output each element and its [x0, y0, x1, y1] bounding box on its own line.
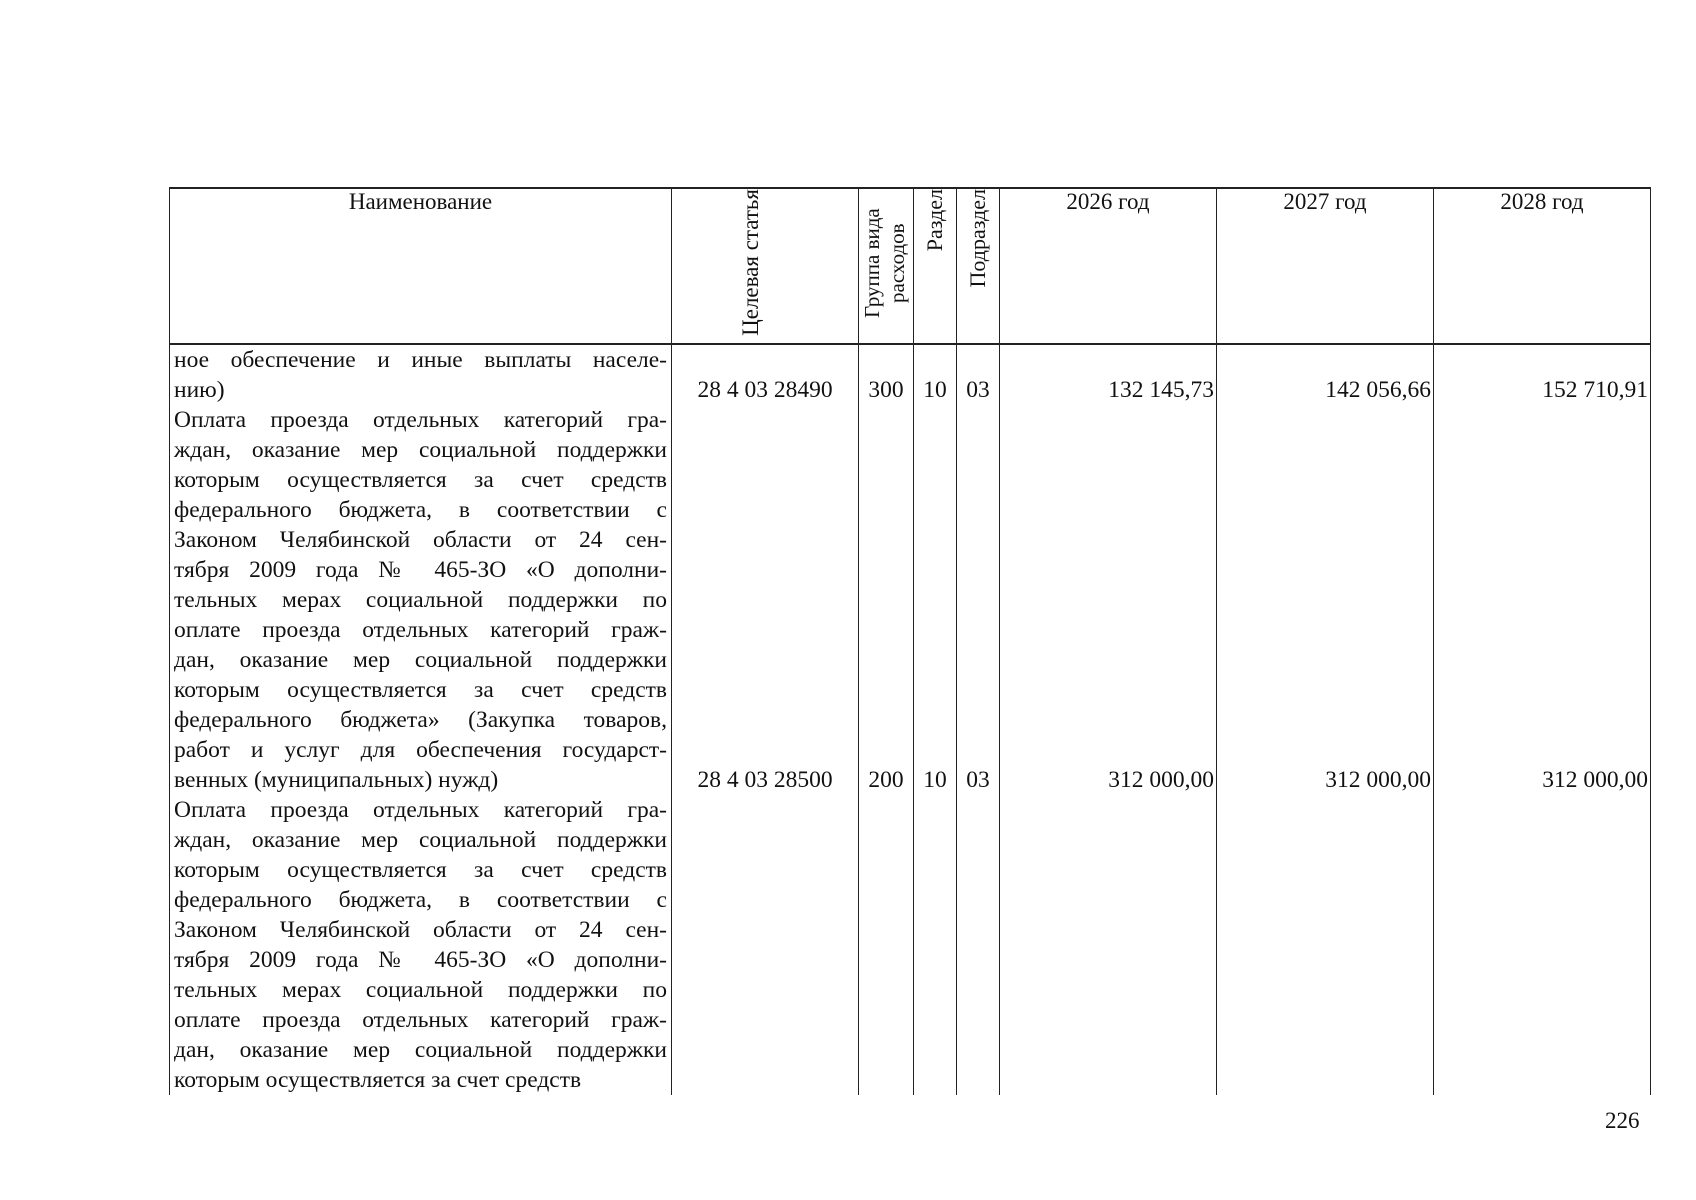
row-subsection: 03 [966, 377, 990, 403]
row-name-line: оплате проезда отдельных категорий граж- [174, 1007, 667, 1033]
row-amount-2026: 132 145,73 [1108, 377, 1214, 403]
row-name [170, 405, 672, 795]
row-section [914, 795, 956, 1065]
row-name-line: федерального бюджета, в соответствии с [174, 887, 667, 913]
budget-table [169, 187, 1651, 1095]
row-amount-2028: 152 710,91 [1542, 377, 1648, 403]
row-subsection [957, 795, 999, 1065]
row-section-cell [914, 795, 957, 1095]
row-amount-2027-cell [1217, 344, 1434, 405]
table-row [170, 405, 1651, 795]
row-amount-2027-cell [1217, 795, 1434, 1095]
row-subsection-cell [957, 405, 1000, 795]
row-name-line: тельных мерах социальной поддержки по [174, 977, 667, 1003]
row-amount-2026-cell [1000, 795, 1217, 1095]
row-name-line: которым осуществляется за счет средств [174, 677, 667, 703]
table-row [170, 795, 1651, 1095]
header-subsection: Подраздел [957, 188, 1000, 344]
row-amount-2028-cell [1434, 405, 1651, 795]
row-expense-group: 300 [868, 377, 904, 403]
row-name-line: Оплата проезда отдельных категорий гра- [174, 407, 667, 433]
row-expense-group [859, 795, 913, 1065]
row-amount-2026 [1000, 795, 1216, 1065]
row-section-cell [914, 344, 957, 405]
row-name-line: работ и услуг для обеспечения государст- [174, 737, 667, 763]
row-amount-2027-cell [1217, 405, 1434, 795]
row-name-line: тельных мерах социальной поддержки по [174, 587, 667, 613]
row-amount-2027 [1217, 795, 1433, 1065]
row-name-line: ное обеспечение и иные выплаты населе- [174, 347, 667, 373]
header-year-2026: 2026 год [1000, 188, 1217, 344]
row-name-line: Законом Челябинской области от 24 сен- [174, 527, 667, 553]
row-subsection-cell [957, 344, 1000, 405]
row-name-line: Оплата проезда отдельных категорий гра- [174, 797, 667, 823]
row-expense-group-cell [859, 344, 914, 405]
row-section: 10 [923, 377, 947, 403]
row-name-line: Законом Челябинской области от 24 сен- [174, 917, 667, 943]
row-name-line: которым осуществляется за счет средств [174, 857, 667, 883]
row-target-article-cell [672, 405, 859, 795]
row-amount-2028-cell [1434, 795, 1651, 1095]
row-name-line: тября 2009 года № 465-ЗО «О дополни- [174, 557, 667, 583]
row-expense-group-cell [859, 405, 914, 795]
row-name-line: тября 2009 года № 465-ЗО «О дополни- [174, 947, 667, 973]
header-target-article: Целевая статья [672, 188, 859, 344]
row-name-line: дан, оказание мер социальной поддержки [174, 1037, 667, 1063]
page-number: 226 [1605, 1108, 1640, 1133]
row-amount-2026: 312 000,00 [1108, 767, 1214, 793]
row-target-article-cell [672, 344, 859, 405]
row-section: 10 [923, 767, 947, 793]
row-name-line: федерального бюджета, в соответствии с [174, 497, 667, 523]
row-target-article: 28 4 03 28500 [697, 767, 833, 793]
row-target-article: 28 4 03 28490 [697, 377, 833, 403]
row-section-cell [914, 405, 957, 795]
header-name: Наименование [170, 188, 672, 344]
row-subsection: 03 [966, 767, 990, 793]
row-name-line: которым осуществляется за счет средств [174, 467, 667, 493]
row-name-line: ждан, оказание мер социальной поддержки [174, 437, 667, 463]
row-name [170, 344, 672, 405]
header-section: Раздел [914, 188, 957, 344]
row-name-line: федерального бюджета» (Закупка товаров, [174, 707, 667, 733]
row-name-line: дан, оказание мер социальной поддержки [174, 647, 667, 673]
row-name-line: венных (муниципальных) нужд) [174, 767, 499, 793]
header-year-2028: 2028 год [1434, 188, 1651, 344]
row-subsection-cell [957, 795, 1000, 1095]
header-expense-group: Группа вида расходов [859, 188, 914, 344]
table-header-row [170, 188, 1651, 344]
row-name-line: нию) [174, 377, 225, 403]
row-amount-2027: 142 056,66 [1325, 377, 1431, 403]
row-target-article-cell [672, 795, 859, 1095]
row-name-line: которым осуществляется за счет средств [174, 1067, 582, 1093]
row-name-line: ждан, оказание мер социальной поддержки [174, 827, 667, 853]
row-amount-2028: 312 000,00 [1542, 767, 1648, 793]
row-amount-2026-cell [1000, 405, 1217, 795]
row-target-article [672, 795, 858, 1065]
row-name-line: оплате проезда отдельных категорий граж- [174, 617, 667, 643]
row-name [170, 795, 672, 1095]
header-year-2027: 2027 год [1217, 188, 1434, 344]
row-amount-2026-cell [1000, 344, 1217, 405]
row-amount-2028 [1434, 795, 1650, 1065]
row-amount-2027: 312 000,00 [1325, 767, 1431, 793]
table-row [170, 344, 1651, 405]
row-expense-group: 200 [868, 767, 904, 793]
row-amount-2028-cell [1434, 344, 1651, 405]
row-expense-group-cell [859, 795, 914, 1095]
